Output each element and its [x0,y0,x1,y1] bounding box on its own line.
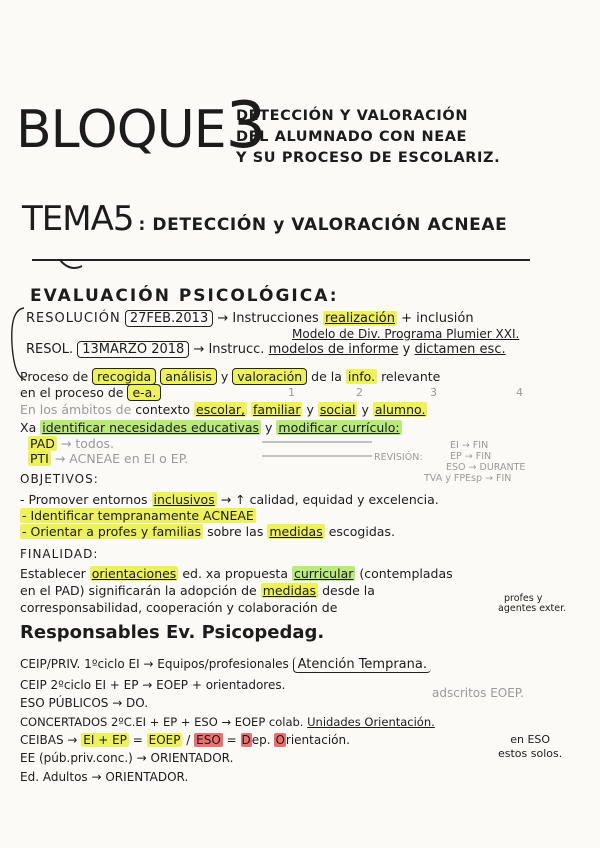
tema-underline [30,246,570,276]
r2-note: adscritos EOEP. [432,686,524,700]
pti-line [28,451,188,466]
ambitos-familiar: familiar [253,402,301,417]
r5-eoep: EOEP [148,733,181,747]
tema-title: : DETECCIÓN y VALORACIÓN ACNEAE [138,215,508,235]
xa-y: y [265,420,273,435]
resolucion-2013 [26,311,474,326]
r4-unidades: Unidades Orientación. [307,715,435,729]
objetivo-1-pre: - Promover entornos [20,492,148,507]
finalidad-l1-pre: Establecer [20,566,86,581]
responsable-eso: ESO PÚBLICOS → DO. [20,696,149,710]
proceso-info: info. [347,369,376,384]
finalidad-profes: profes y [504,593,543,604]
proceso-recogida: recogida [92,368,156,385]
proceso-en: en el proceso de [20,385,124,400]
res2-date: 13MARZO 2018 [77,341,189,358]
tema-number: 5 [112,199,135,239]
pti-rest: → ACNEAE en EI o EP. [54,451,189,466]
r1-pre: CEIP/PRIV. 1ºciclo EI → Equipos/profesionales [20,657,289,671]
r5-o: O [275,733,285,747]
ambitos-social: social [319,402,356,417]
objetivo-1-rest: → ↑ calidad, equidad y excelencia. [220,492,439,507]
ambito-num-4: 4 [516,386,523,399]
subtitle-line-1: DETECCIÓN Y VALORACIÓN [236,108,469,124]
tema-word: TEMA [22,199,113,239]
r5-eq2: = [226,733,237,747]
objetivo-3-sobre: sobre las [207,524,264,539]
ambitos-alumno: alumno. [374,402,426,417]
r5-ei-ep: EI + EP [83,733,127,747]
finalidad-orientaciones: orientaciones [91,566,177,581]
res1-date: 27FEB.2013 [125,310,213,327]
revision-tva: TVA y FPEsp → FIN [424,473,512,484]
bloque-title [16,89,266,163]
proceso-relevante: relevante [381,369,441,384]
r5-rest: rientación. [285,733,350,747]
responsable-ceip-2: CEIP 2ºciclo EI + EP → EOEP + orientadores. [20,678,286,692]
res2-text: → Instrucc. [193,342,265,357]
revision-eso: ESO → DURANTE [446,462,526,473]
objetivo-3-medidas: medidas [269,524,323,539]
objetivo-2-text: - Identificar tempranamente ACNEAE [22,508,254,523]
ambitos-y2: y [361,402,369,417]
revision-list [424,440,526,484]
proceso-valoracion: valoración [232,368,307,385]
r5-note-1: en ESO [510,733,551,746]
proceso-pre: Proceso de [20,369,89,384]
proceso-line-1 [20,369,440,384]
pad-label: PAD [30,436,55,451]
responsable-concertados [20,715,435,729]
res2-dictamen: dictamen esc. [414,342,506,357]
r5-note-2: estos solos. [498,747,563,760]
xa-modificar: modificar currículo: [278,420,400,435]
r5-d: D [241,733,251,747]
responsable-adultos: Ed. Adultos → ORIENTADOR. [20,770,189,784]
finalidad-l2-rest: desde la [322,583,375,598]
finalidad-heading: FINALIDAD: [20,547,99,561]
bloque-subtitle [236,106,500,169]
ambitos-escolar: escolar, [196,402,246,417]
subtitle-line-3: Y SU PROCESO DE ESCOLARIZ. [236,150,501,166]
res2-label: RESOL. [26,342,74,357]
res1-text-2: + inclusión [401,311,474,326]
finalidad-medidas: medidas [262,583,317,598]
finalidad-line-1 [20,566,453,581]
res1-line-2: Modelo de Div. Programa Plumier XXI. [292,327,520,341]
finalidad-line-3: corresponsabilidad, cooperación y colaboración de [20,600,338,615]
revision-label: REVISIÓN: [374,452,423,463]
finalidad-line-2 [20,583,375,598]
objetivos-heading: OBJETIVOS: [20,472,99,486]
ambitos-pre: En los ámbitos de [20,402,132,417]
finalidad-agentes: agentes exter. [498,603,567,614]
responsable-ee: EE (púb.priv.conc.) → ORIENTADOR. [20,751,234,765]
r5-ep: ep. [251,733,271,747]
pad-line [28,436,114,451]
ambito-num-2: 2 [356,386,363,399]
objetivo-1 [20,492,439,507]
xa-line [20,420,402,435]
finalidad-curricular: curricular [293,566,354,581]
res1-text: Instrucciones [232,311,319,326]
r5-pre: CEIBAS → [20,733,78,747]
objetivo-3 [20,524,395,539]
objetivo-2 [20,508,256,523]
ambito-num-1: 1 [288,386,295,399]
responsable-ceibas [20,733,350,747]
revision-ei: EI → FIN [450,440,489,451]
bloque-number: 3 [225,89,266,163]
objetivo-3-rest: escogidas. [328,524,395,539]
objetivo-1-inclusivos: inclusivos [153,492,215,507]
proceso-analisis: análisis [160,368,217,385]
finalidad-l1-mid: ed. xa propuesta [182,566,288,581]
proceso-y: y [220,369,229,384]
r1-atencion-temprana: Atención Temprana. [293,657,431,673]
res2-y: y [402,342,411,357]
ambitos-line [20,402,427,417]
r5-eq: = [132,733,143,747]
ambitos-y: y [306,402,314,417]
res1-arrow: → [217,311,229,326]
pad-rest: → todos. [60,436,114,451]
r5-slash: / [186,733,191,747]
finalidad-l1-rest: (contempladas [359,566,453,581]
pad-arrow-line [260,436,380,460]
xa-identificar: identificar necesidades educativas [42,420,260,435]
pti-label: PTI [30,451,49,466]
revision-ep: EP → FIN [450,451,492,462]
responsables-heading: Responsables Ev. Psicopedag. [20,622,325,643]
ambito-num-3: 3 [430,386,437,399]
responsable-ceip-1 [20,657,431,672]
bloque-word: BLOQUE [16,100,226,160]
proceso-line-2 [20,385,161,400]
r4-pre: CONCERTADOS 2ºC.EI + EP + ESO → EOEP colab. [20,715,304,729]
objetivo-3-orientar: - Orientar a profes y familias [22,524,202,539]
subtitle-line-2: DEL ALUMNADO CON NEAE [236,129,468,145]
xa-pre: Xa [20,420,37,435]
res2-modelos: modelos de informe [268,342,399,357]
proceso-ea: e-a. [127,384,161,401]
finalidad-brace [492,594,566,614]
res1-realizacion: realización [324,311,395,326]
finalidad-l2-pre: en el PAD) significarán la adopción de [20,583,257,598]
tema-heading [22,199,507,239]
resolucion-2018 [26,342,506,357]
ambitos-contexto: contexto [135,402,191,417]
res1-label: RESOLUCIÓN [26,311,121,326]
proceso-dela: de la [311,369,342,384]
r5-eso: ESO [196,733,221,747]
evaluacion-heading: EVALUACIÓN PSICOLÓGICA: [30,286,339,306]
r5-note [498,733,562,761]
